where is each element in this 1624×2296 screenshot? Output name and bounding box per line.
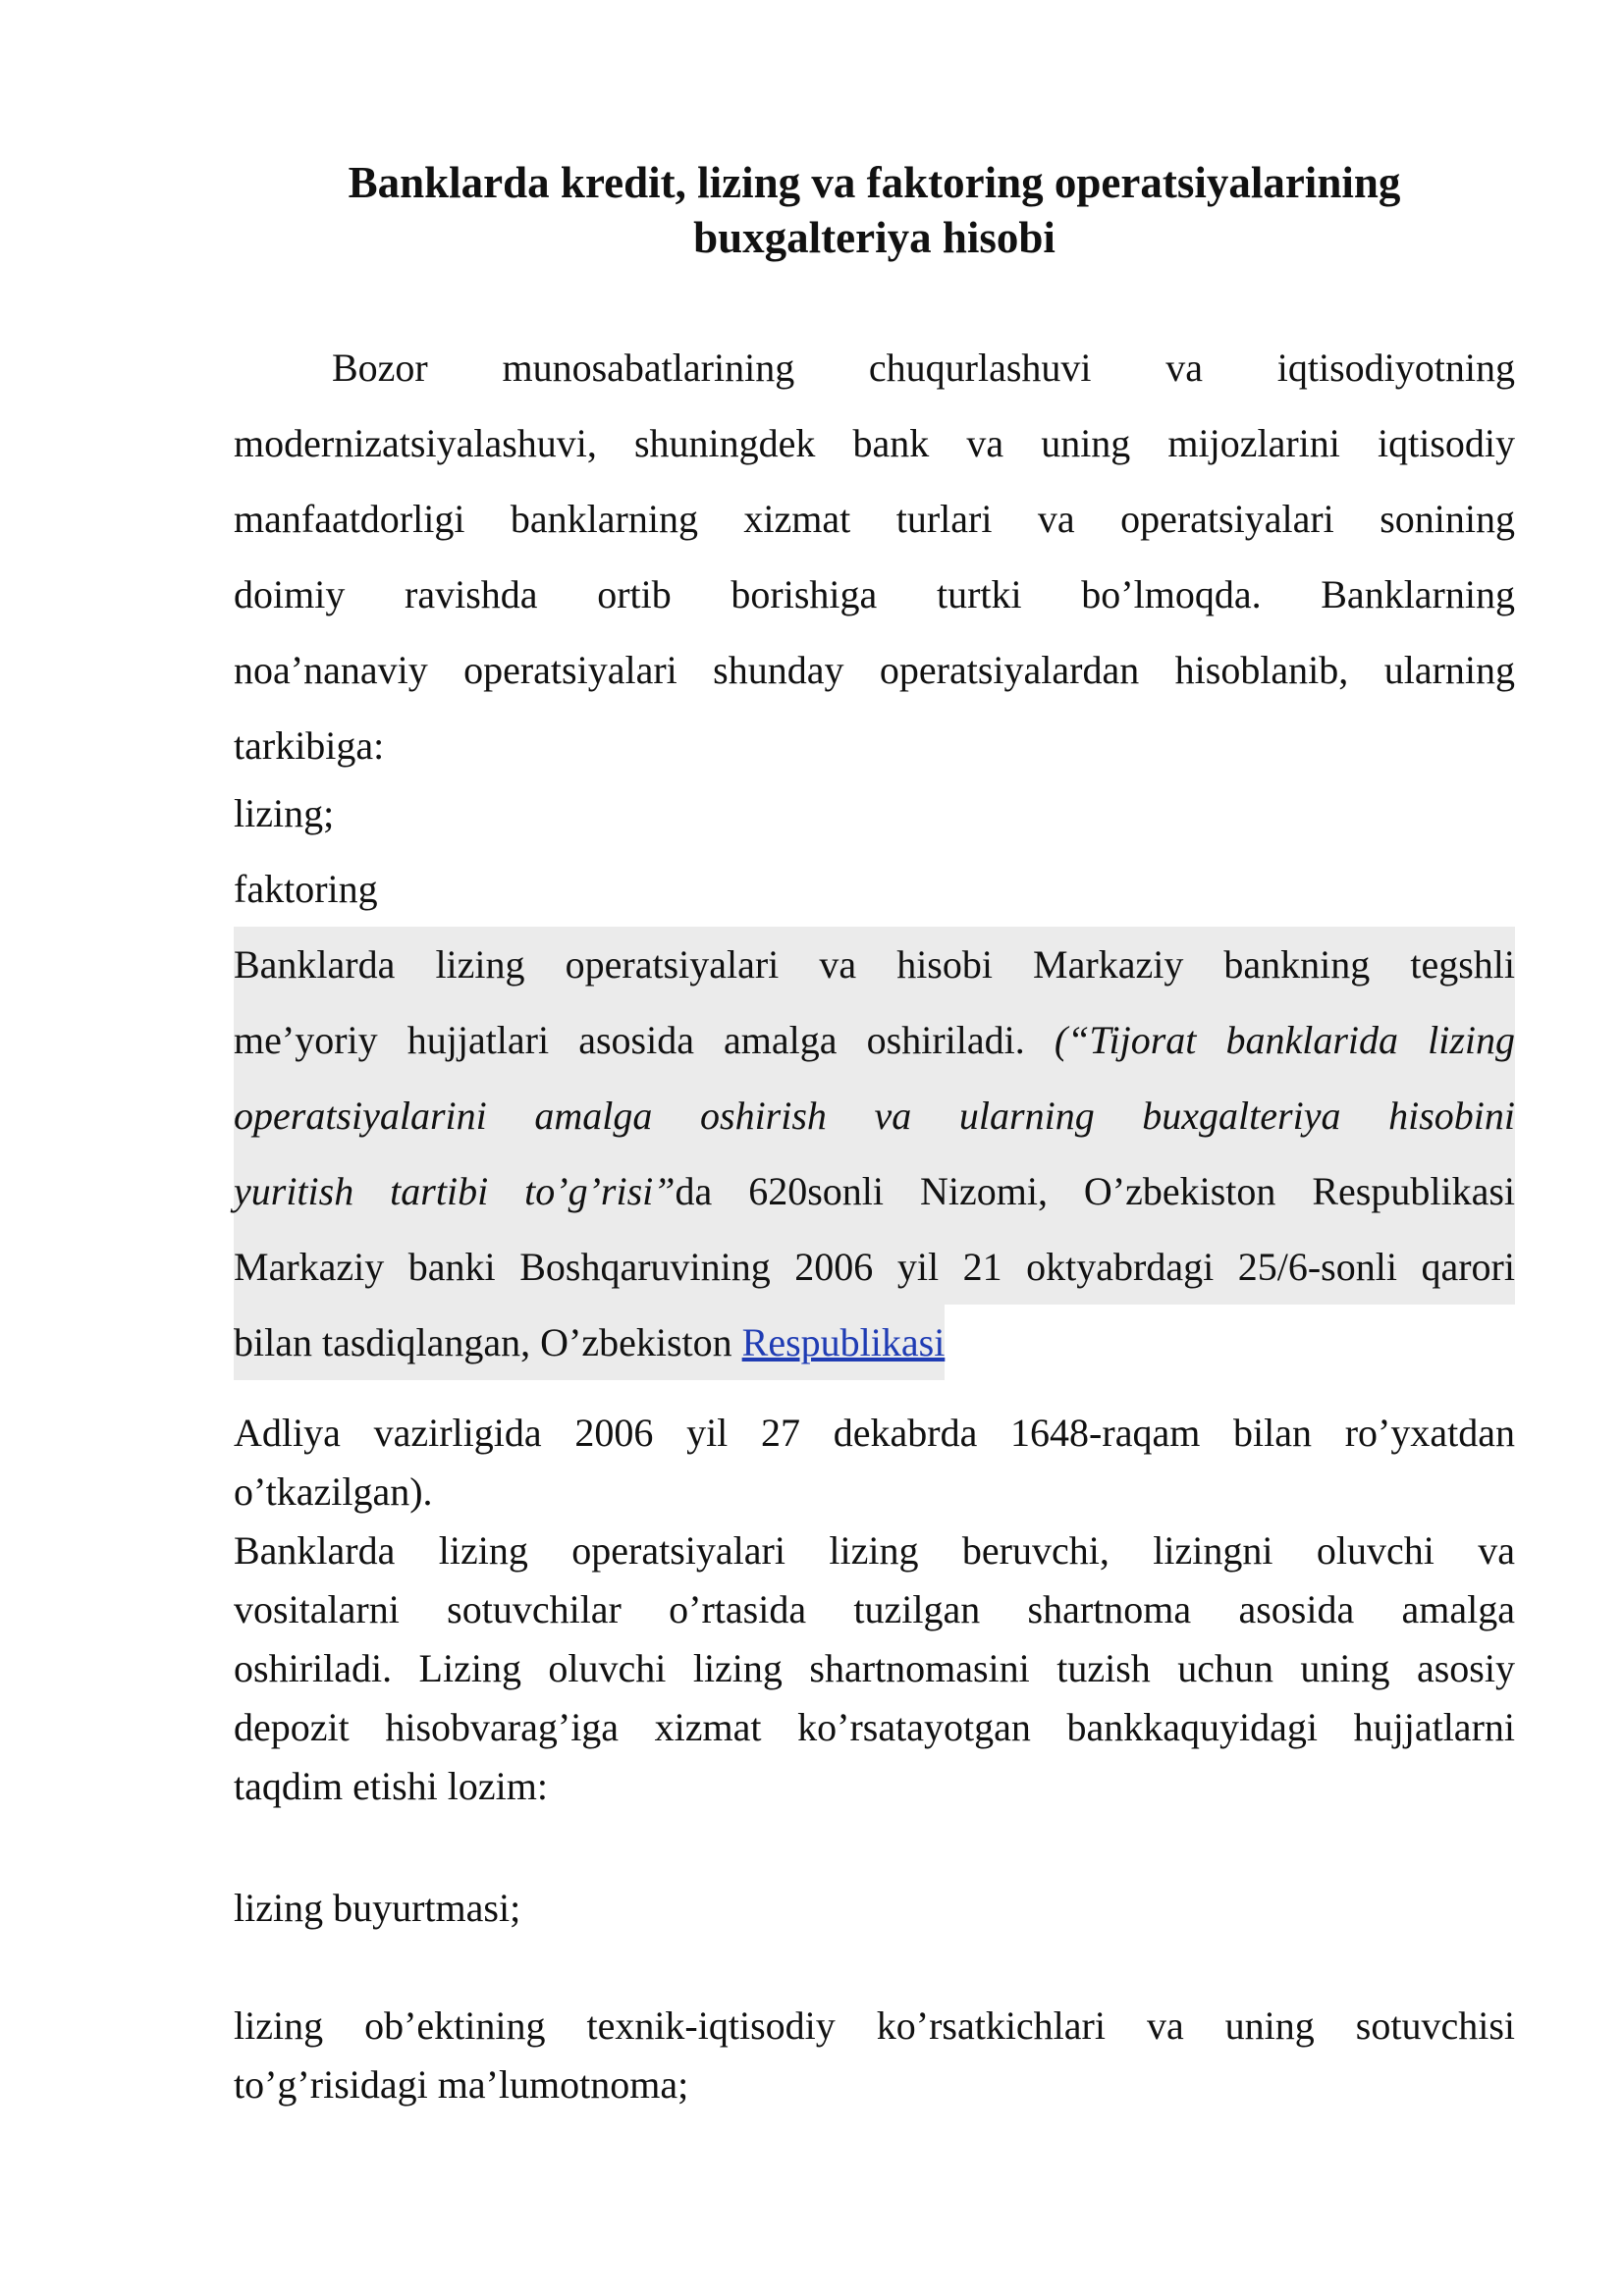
paragraph-line: to’g’risidagi ma’lumotnoma;	[234, 2062, 689, 2107]
paragraph-line	[234, 1305, 945, 1380]
operations-list	[234, 775, 1515, 927]
paragraph-line: tarkibiga:	[234, 723, 385, 768]
italic-citation: (“Tijorat banklarida lizing	[1054, 1018, 1516, 1062]
paragraph-line: noa’nanaviy operatsiyalari shunday operatsiyalardan hisoblanib, ularning	[234, 648, 1515, 692]
list-item	[234, 1879, 1515, 1938]
paragraph-line: oshiriladi. Lizing oluvchi lizing shartnomasini tuzish uchun uning asosiy	[234, 1646, 1515, 1690]
leasing-paragraph	[234, 1404, 1515, 1816]
title-line: Banklarda kredit, lizing va faktoring operatsiyalarining	[348, 158, 1401, 207]
paragraph-line: doimiy ravishda ortib borishiga turtki bo’lmoqda. Banklarning	[234, 572, 1515, 616]
paragraph-line: vositalarni sotuvchilar o’rtasida tuzilgan shartnoma asosida amalga	[234, 1587, 1515, 1631]
highlighted-paragraph	[234, 927, 1515, 1380]
respublikasi-link[interactable]: Respublikasi	[741, 1320, 946, 1364]
list-item	[234, 1997, 1515, 2114]
paragraph-line: depozit hisobvarag’iga xizmat ko’rsatayotgan bankkaquyidagi hujjatlarni	[234, 1705, 1515, 1749]
paragraph-line: o’tkazilgan).	[234, 1469, 433, 1514]
document-title	[234, 155, 1515, 265]
text-span: bilan tasdiqlangan, O’zbekiston	[234, 1320, 732, 1364]
text-span: da 620sonli Nizomi, O’zbekiston Respublikasi	[675, 1169, 1516, 1213]
italic-citation: operatsiyalarini amalga oshirish va ularning buxgalteriya hisobini	[234, 1094, 1515, 1138]
paragraph-line: Bozor munosabatlarining chuqurlashuvi va iqtisodiyotning	[332, 346, 1515, 390]
paragraph-line	[234, 1078, 1515, 1153]
paragraph-line: Banklarda lizing operatsiyalari lizing beruvchi, lizingni oluvchi va	[234, 1528, 1515, 1573]
list-item: lizing;	[234, 791, 335, 835]
italic-citation: yuritish tartibi to’g’risi”	[234, 1169, 676, 1213]
paragraph-line: lizing ob’ektining texnik-iqtisodiy ko’rsatkichlari va uning sotuvchisi	[234, 2003, 1515, 2048]
paragraph-line: taqdim etishi lozim:	[234, 1764, 548, 1808]
text-span: me’yoriy hujjatlari asosida amalga oshiriladi.	[234, 1018, 1025, 1062]
paragraph-line: Adliya vazirligida 2006 yil 27 dekabrda 1648-raqam bilan ro’yxatdan	[234, 1411, 1515, 1455]
paragraph-line: lizing buyurtmasi;	[234, 1886, 521, 1930]
paragraph-line	[234, 1002, 1515, 1078]
paragraph-line: modernizatsiyalashuvi, shuningdek bank va uning mijozlarini iqtisodiy	[234, 421, 1515, 465]
paragraph-line	[234, 1153, 1515, 1229]
list-item: faktoring	[234, 867, 378, 911]
paragraph-line: Banklarda lizing operatsiyalari va hisobi Markaziy bankning tegshli	[234, 927, 1515, 1002]
intro-paragraph	[234, 330, 1515, 783]
paragraph-line: Markaziy banki Boshqaruvining 2006 yil 21 oktyabrdagi 25/6-sonli qarori	[234, 1229, 1515, 1305]
paragraph-line: manfaatdorligi banklarning xizmat turlari va operatsiyalari sonining	[234, 497, 1515, 541]
title-line: buxgalteriya hisobi	[693, 213, 1056, 262]
